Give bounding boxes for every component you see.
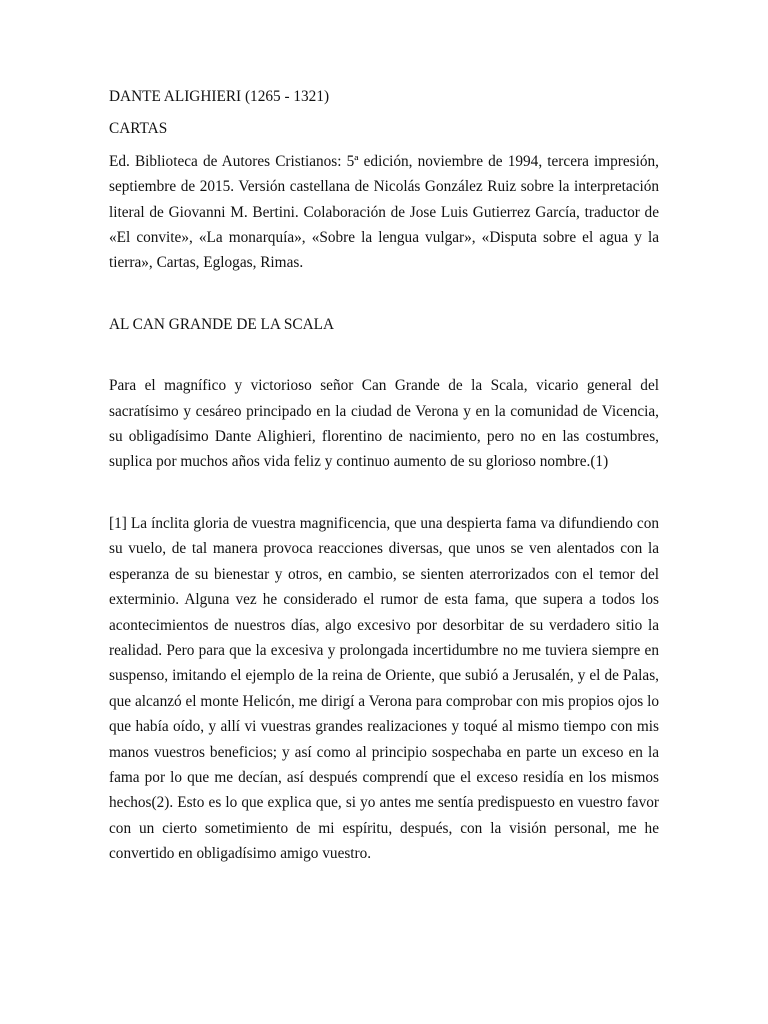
spacer [109,475,659,511]
body-paragraph-1: [1] La ínclita gloria de vuestra magnificencia, que una despierta fama va difundiendo con su vuelo, de tal manera provoca reacciones diversas, que unos se ven alentados con la esperanza de su bienestar y otros, en cambio, se sienten aterrorizados con el temor del exterminio. Alguna vez he considerado el rumor de esta fama, que supera a todos los acontecimientos de nuestros días, algo excesivo por desorbitar de su verdadero sitio la realidad. Pero para que la excesiva y prolongada incertidumbre no me tuviera siempre en suspenso, imitando el ejemplo de la reina de Oriente, que subió a Jerusalén, y el de Palas, que alcanzó el monte Helicón, me dirigí a Verona para comprobar con mis propios ojos lo que había oído, y allí vi vuestras grandes realizaciones y toqué al mismo tiempo con mis manos vuestros beneficios; y así como al principio sospechaba en parte un exceso en la fama por lo que me decían, así después comprendí que el exceso residía en los mismos hechos(2). Esto es lo que explica que, si yo antes me sentía predispuesto en vuestro favor con un cierto sometimiento de mi espíritu, después, con la visión personal, me he convertido en obligadísimo amigo vuestro. [109,514,659,863]
document-page [109,84,659,867]
spacer [109,276,659,312]
spacer [109,337,659,373]
spacer [109,142,659,149]
document-title: CARTAS [109,120,168,138]
section-heading: AL CAN GRANDE DE LA SCALA [109,315,335,333]
edition-note: Ed. Biblioteca de Autores Cristianos: 5ª edición, noviembre de 1994, tercera impresión, septiembre de 2015. Versión castellana de Nicolás González Ruiz sobre la interpretación literal de Giovanni M. Bertini. Colaboración de Jose Luis Gutierrez García, traductor de «El convite», «La monarquía», «Sobre la lengua vulgar», «Disputa sobre el agua y la tierra», Cartas, Eglogas, Rimas. [109,152,659,272]
salutation-paragraph: Para el magnífico y victorioso señor Can Grande de la Scala, vicario general del sacratísimo y cesáreo principado en la ciudad de Verona y en la comunidad de Vicencia, su obligadísimo Dante Alighieri, florentino de nacimiento, pero no en las costumbres, suplica por muchos años vida feliz y continuo aumento de su glorioso nombre.(1) [109,377,659,471]
author-line: DANTE ALIGHIERI (1265 - 1321) [109,88,330,105]
spacer [109,109,659,116]
